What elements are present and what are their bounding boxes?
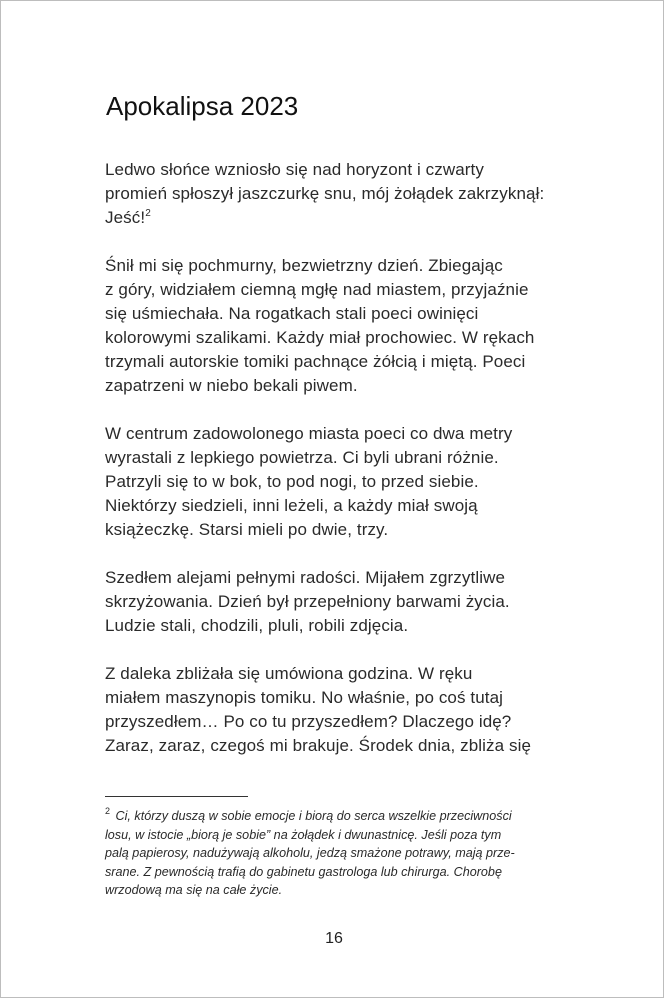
- page-number: 16: [325, 930, 343, 947]
- footnote: [105, 807, 567, 900]
- text-fragment: Jeść!: [105, 208, 146, 227]
- text-line: Śnił mi się pochmurny, bezwietrzny dzień. Zbiegając: [105, 256, 503, 275]
- text-line: przyszedłem… Po co tu przyszedłem? Dlaczego idę?: [105, 712, 512, 731]
- text-line: Patrzyli się to w bok, to pod nogi, to przed siebie.: [105, 472, 479, 491]
- text-line: wyrastali z lepkiego powietrza. Ci byli ubrani różnie.: [105, 448, 499, 467]
- footnote-reference[interactable]: 2: [145, 208, 151, 219]
- footnote-mark: 2: [105, 806, 111, 816]
- text-line: zapatrzeni w niebo bekali piwem.: [105, 376, 358, 395]
- paragraph-1: [105, 158, 575, 230]
- text-line: Zaraz, zaraz, czegoś mi brakuje. Środek dnia, zbliża się: [105, 736, 532, 755]
- footnote-line: wrzodową ma się na całe życie.: [105, 883, 283, 897]
- paragraph-5: [105, 662, 575, 758]
- text-line: z góry, widziałem ciemną mgłę nad miastem, przyjaźnie: [105, 280, 529, 299]
- footnote-line: palą papierosy, nadużywają alkoholu, jedzą smażone potrawy, mają prze-: [105, 846, 515, 860]
- chapter-title: Apokalipsa 2023: [106, 91, 299, 121]
- text-line: promień spłoszył jaszczurkę snu, mój żołądek zakrzyknął:: [105, 184, 545, 203]
- text-line: trzymali autorskie tomiki pachnące żółcią i miętą. Poeci: [105, 352, 526, 371]
- paragraph-3: [105, 422, 575, 542]
- footnote-separator: [105, 796, 248, 797]
- text-line: miałem maszynopis tomiku. No właśnie, po coś tutaj: [105, 688, 504, 707]
- text-line: W centrum zadowolonego miasta poeci co dwa metry: [105, 424, 513, 443]
- text-line: Ludzie stali, chodzili, pluli, robili zdjęcia.: [105, 616, 409, 635]
- text-line: kolorowymi szalikami. Każdy miał prochowiec. W rękach: [105, 328, 535, 347]
- footnote-line: losu, w istocie „biorą je sobie” na żołądek i dwunastnicę. Jeśli poza tym: [105, 827, 502, 842]
- text-line: skrzyżowania. Dzień był przepełniony barwami życia.: [105, 592, 510, 611]
- text-line: Szedłem alejami pełnymi radości. Mijałem zgrzytliwe: [105, 568, 506, 587]
- paragraph-4: [105, 566, 575, 638]
- footnote-line: srane. Z pewnością trafią do gabinetu gastrologa lub chirurga. Chorobę: [105, 864, 502, 879]
- footnote-line: [105, 807, 567, 826]
- text-line: Niektórzy siedzieli, inni leżeli, a każdy miał swoją: [105, 496, 478, 515]
- text-line: Z daleka zbliżała się umówiona godzina. W ręku: [105, 664, 473, 683]
- paragraph-2: [105, 254, 575, 398]
- body-text: [105, 158, 575, 782]
- text-line: się uśmiechała. Na rogatkach stali poeci owinięci: [105, 304, 479, 323]
- text-line: książeczkę. Starsi mieli po dwie, trzy.: [105, 520, 389, 539]
- text-line: [105, 206, 575, 230]
- text-line: Ledwo słońce wzniosło się nad horyzont i czwarty: [105, 160, 484, 179]
- footnote-text: Ci, którzy duszą w sobie emocje i biorą do serca wszelkie przeciwności: [115, 809, 512, 823]
